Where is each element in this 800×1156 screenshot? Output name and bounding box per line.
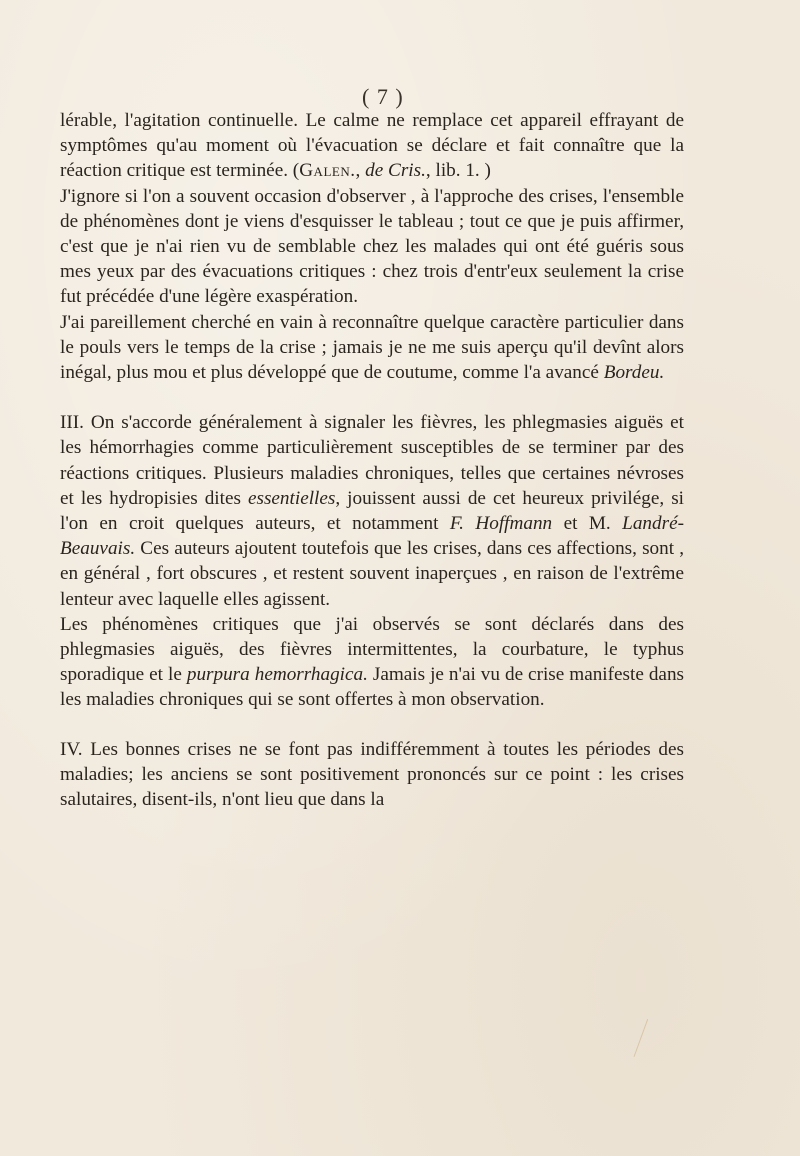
- text-run: purpura hemorrhagica.: [186, 664, 368, 686]
- text-run: IV. Les bonnes crises ne se font pas indifféremment à toutes les périodes des maladies; les anciens se sont positivement prononcés sur ce point : les crises salutaires, disent-ils, n'ont lieu que dans la: [60, 738, 684, 811]
- paragraph-section-iv: [60, 737, 684, 813]
- page-number: ( 7 ): [362, 84, 404, 109]
- text-run: essentielles: [247, 487, 336, 509]
- paper-mark: [634, 1019, 660, 1061]
- text-run: F. Hoffmann: [449, 513, 553, 535]
- body-text: [60, 108, 684, 812]
- text-run: , lib. 1. ): [425, 160, 491, 182]
- text-run: lérable, l'agitation continuelle. Le calme ne remplace cet appareil effrayant de symptômes qu'au moment où l'évacuation se déclare et fait connaître que la réaction critique est terminée. (: [60, 110, 684, 182]
- text-run: J'ai pareillement cherché en vain à reconnaître quelque caractère particulier dans le pouls vers le temps de la crise ; jamais je ne me suis aperçu qu'il devînt alors inégal, plus mou et plus développé que de coutume, comme l'a avancé: [60, 311, 684, 384]
- paragraph-3: [60, 310, 684, 386]
- text-run: J'ignore si l'on a souvent occasion d'observer , à l'approche des crises, l'ensemble de phénomènes dont je viens d'esquisser le tableau ; tout ce que je puis affirmer, c'est que je n'ai rien vu de semblable chez les malades qui ont été guéris sous mes yeux par des évacuations critiques : chez trois d'entr'eux seulement la crise fut précédée d'une légère exaspération.: [60, 185, 684, 308]
- text-run: ,: [355, 160, 366, 182]
- text-run: , jouissent aussi de cet heureux privilége, si l'on en croit quelques auteurs, et notamment: [60, 487, 684, 535]
- text-run: III. On s'accorde généralement à signaler les fièvres, les phlegmasies aiguës et les hémorrhagies comme particulièrement susceptibles de se terminer par des réactions critiques. Plusieurs maladies chroniques, telles que certaines névroses et les hydropisies dites: [60, 412, 684, 509]
- text-run: Jamais je n'ai vu de crise manifeste dans les maladies chroniques qui se sont offertes à mon observation.: [60, 664, 685, 711]
- text-run: Galen.: [299, 160, 356, 182]
- paragraph-5: [60, 612, 684, 713]
- text-run: de Cris.: [365, 160, 426, 182]
- section-spacer: [60, 713, 684, 737]
- text-run: Landré-Beauvais.: [60, 513, 684, 560]
- section-spacer: [60, 385, 684, 410]
- text-run: Bordeu.: [603, 362, 665, 384]
- text-run: et M.: [552, 513, 623, 535]
- paragraph-section-iii: [60, 410, 684, 612]
- paragraph-2: [60, 184, 684, 310]
- paragraph-1: [60, 108, 684, 184]
- text-run: Les phénomènes critiques que j'ai observés se sont déclarés dans des phlegmasies aiguës, des fièvres intermittentes, la courbature, le typhus sporadique et le: [60, 613, 684, 686]
- text-run: Ces auteurs ajoutent toutefois que les crises, dans ces affections, sont , en général , fort obscures , et restent souvent inaperçues , en raison de l'extrême lenteur avec laquelle elles agissent.: [60, 538, 684, 610]
